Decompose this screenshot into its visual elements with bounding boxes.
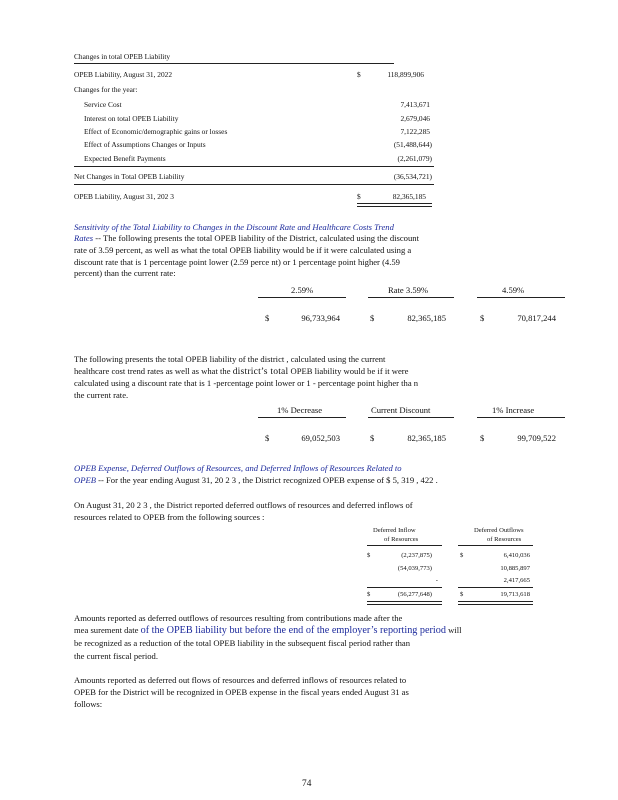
deferred-inflow-header: Deferred Inflow — [373, 527, 416, 534]
begin-liability-value: 118,899,906 — [387, 70, 424, 79]
change-row-value: 7,413,671 — [400, 100, 430, 109]
end-dollar-sign: $ — [357, 192, 361, 201]
amortization-paragraph-line: OPEB for the District will be recognized in OPEB expense in the fiscal years ended August 31 as — [74, 687, 409, 697]
change-row-value: 7,122,285 — [400, 127, 430, 136]
healthcare-value: 82,365,185 — [407, 433, 446, 443]
healthcare-col-rule — [368, 417, 454, 418]
change-row-label: Effect of Economic/demographic gains or losses — [84, 127, 228, 136]
deferred-inflow-value: - — [435, 577, 438, 584]
discount-line2-text: -- The following presents the total OPEB liability of the District, calculated using the discount — [93, 233, 419, 243]
deferred-dollar: $ — [460, 552, 464, 559]
healthcare-paragraph-line: calculated using a discount rate that is 1 -percentage point lower or 1 - percentage point higher tha n — [74, 378, 419, 388]
amortization-paragraph-line: follows: — [74, 699, 103, 709]
change-row-label: Service Cost — [84, 100, 122, 109]
contributions-line2-part: will — [448, 625, 462, 635]
change-row-value: (51,488,644) — [393, 140, 432, 149]
healthcare-dollar: $ — [265, 433, 270, 443]
deferred-total-dollar: $ — [460, 591, 464, 598]
contributions-paragraph-line: be recognized as a reduction of the total OPEB liability in the subsequent fiscal period rather than — [74, 638, 411, 648]
deferred-total-rule — [367, 587, 442, 588]
discount-heading-rates: Rates — [74, 233, 94, 243]
end-liability-value-rule — [360, 184, 434, 185]
change-row-label: Expected Benefit Payments — [84, 154, 166, 163]
end-liability-double-rule — [357, 203, 432, 207]
healthcare-col-header: 1% Increase — [492, 405, 535, 415]
discount-col-header: 4.59% — [502, 285, 525, 295]
discount-paragraph-line: discount rate that is 1 percentage point lower (2.59 perce nt) or 1 percentage point higher (4.59 — [74, 257, 400, 267]
discount-section-heading: Sensitivity of the Total Liability to Changes in the Discount Rate and Healthcare Costs Trend — [74, 222, 394, 232]
net-changes-label: Net Changes in Total OPEB Liability — [74, 172, 185, 181]
contributions-paragraph-line: the current fiscal period. — [74, 651, 158, 661]
liability-table-title: Changes in total OPEB Liability — [74, 52, 171, 61]
discount-dollar: $ — [480, 313, 485, 323]
deferred-inflow-total: (56,277,648) — [397, 591, 432, 598]
healthcare-col-rule — [258, 417, 346, 418]
contributions-line2-emphasis: of the OPEB liability but before the end of the employer’s reporting period — [140, 625, 446, 636]
deferred-outflow-value: 2,417,665 — [503, 577, 530, 584]
healthcare-line2-emphasis: district’s total — [232, 366, 289, 377]
healthcare-value: 69,052,503 — [301, 433, 340, 443]
healthcare-line2-part: healthcare cost trend rates as well as what the — [74, 366, 231, 376]
healthcare-col-header: 1% Decrease — [277, 405, 323, 415]
discount-value: 96,733,964 — [301, 313, 340, 323]
deferred-outflow-value: 10,885,897 — [500, 565, 530, 572]
contributions-paragraph-line: Amounts reported as deferred outflows of resources resulting from contributions made after the — [74, 613, 403, 623]
expense-section-line2 — [74, 475, 438, 485]
deferred-total-double-rule — [458, 601, 533, 605]
discount-col-rule — [477, 297, 565, 298]
healthcare-paragraph-line: The following presents the total OPEB liability of the district , calculated using the current — [74, 354, 386, 364]
deferred-total-rule — [458, 587, 533, 588]
healthcare-col-header: Current Discount — [371, 405, 431, 415]
title-underline — [74, 63, 394, 64]
change-row-value: 2,679,046 — [400, 114, 430, 123]
deferred-outflow-value: 6,410,036 — [503, 552, 530, 559]
healthcare-paragraph-line2 — [74, 366, 408, 377]
net-changes-value-rule — [360, 166, 434, 167]
deferred-inflow-value: (54,039,773) — [397, 565, 432, 572]
discount-value: 70,817,244 — [517, 313, 556, 323]
deferred-inflow-value: (2,237,875) — [401, 552, 432, 559]
discount-col-rule — [368, 297, 454, 298]
deferred-dollar: $ — [367, 552, 371, 559]
change-row-label: Effect of Assumptions Changes or Inputs — [84, 140, 206, 149]
deferred-inflow-header: of Resources — [384, 536, 419, 543]
discount-col-header: Rate 3.59% — [388, 285, 429, 295]
expense-section-heading: OPEB Expense, Deferred Outflows of Resources, and Deferred Inflows of Resources Related to — [74, 463, 402, 473]
healthcare-line2-part: OPEB liability would be if it were — [288, 366, 409, 376]
discount-col-rule — [258, 297, 346, 298]
page-number: 74 — [302, 779, 312, 789]
net-changes-rule — [74, 166, 360, 167]
end-liability-label: OPEB Liability, August 31, 202 3 — [74, 192, 174, 201]
deferred-total-dollar: $ — [367, 591, 371, 598]
changes-for-year-label: Changes for the year: — [74, 85, 138, 94]
discount-section-line2 — [74, 233, 419, 243]
amortization-paragraph-line: Amounts reported as deferred out flows of resources and deferred inflows of resources related to — [74, 675, 407, 685]
change-row-label: Interest on total OPEB Liability — [84, 114, 179, 123]
discount-paragraph-line: percent) than the current rate: — [74, 268, 176, 278]
deferred-header-rule — [367, 545, 442, 546]
contributions-paragraph-line2 — [74, 625, 462, 636]
end-liability-rule — [74, 184, 360, 185]
deferred-paragraph-line: On August 31, 20 2 3 , the District reported deferred outflows of resources and deferred inflows of — [74, 500, 413, 510]
deferred-total-double-rule — [367, 601, 442, 605]
healthcare-dollar: $ — [480, 433, 485, 443]
deferred-outflow-header: Deferred Outflows — [474, 527, 524, 534]
change-row-value: (2,261,079) — [397, 154, 432, 163]
discount-paragraph-line: rate of 3.59 percent, as well as what the total OPEB liability would be if it were calculated using a — [74, 245, 412, 255]
discount-dollar: $ — [265, 313, 270, 323]
deferred-header-rule — [458, 545, 533, 546]
begin-liability-label: OPEB Liability, August 31, 2022 — [74, 70, 173, 79]
healthcare-col-rule — [477, 417, 565, 418]
deferred-outflow-header: of Resources — [487, 536, 522, 543]
expense-line2-text: -- For the year ending August 31, 20 2 3 , the District recognized OPEB expense of $ 5, 319 , 422 . — [95, 475, 438, 485]
end-liability-value: 82,365,185 — [392, 192, 426, 201]
net-changes-value: (36,534,721) — [393, 172, 432, 181]
discount-dollar: $ — [370, 313, 375, 323]
deferred-paragraph-line: resources related to OPEB from the following sources : — [74, 512, 265, 522]
discount-value: 82,365,185 — [407, 313, 446, 323]
begin-dollar-sign: $ — [357, 70, 361, 79]
healthcare-paragraph-line: the current rate. — [74, 390, 129, 400]
healthcare-dollar: $ — [370, 433, 375, 443]
expense-heading-opeb: OPEB — [74, 475, 96, 485]
discount-col-header: 2.59% — [291, 285, 314, 295]
deferred-outflow-total: 19,713,618 — [500, 591, 530, 598]
healthcare-value: 99,709,522 — [517, 433, 556, 443]
contributions-line2-part: mea surement date — [74, 625, 139, 635]
